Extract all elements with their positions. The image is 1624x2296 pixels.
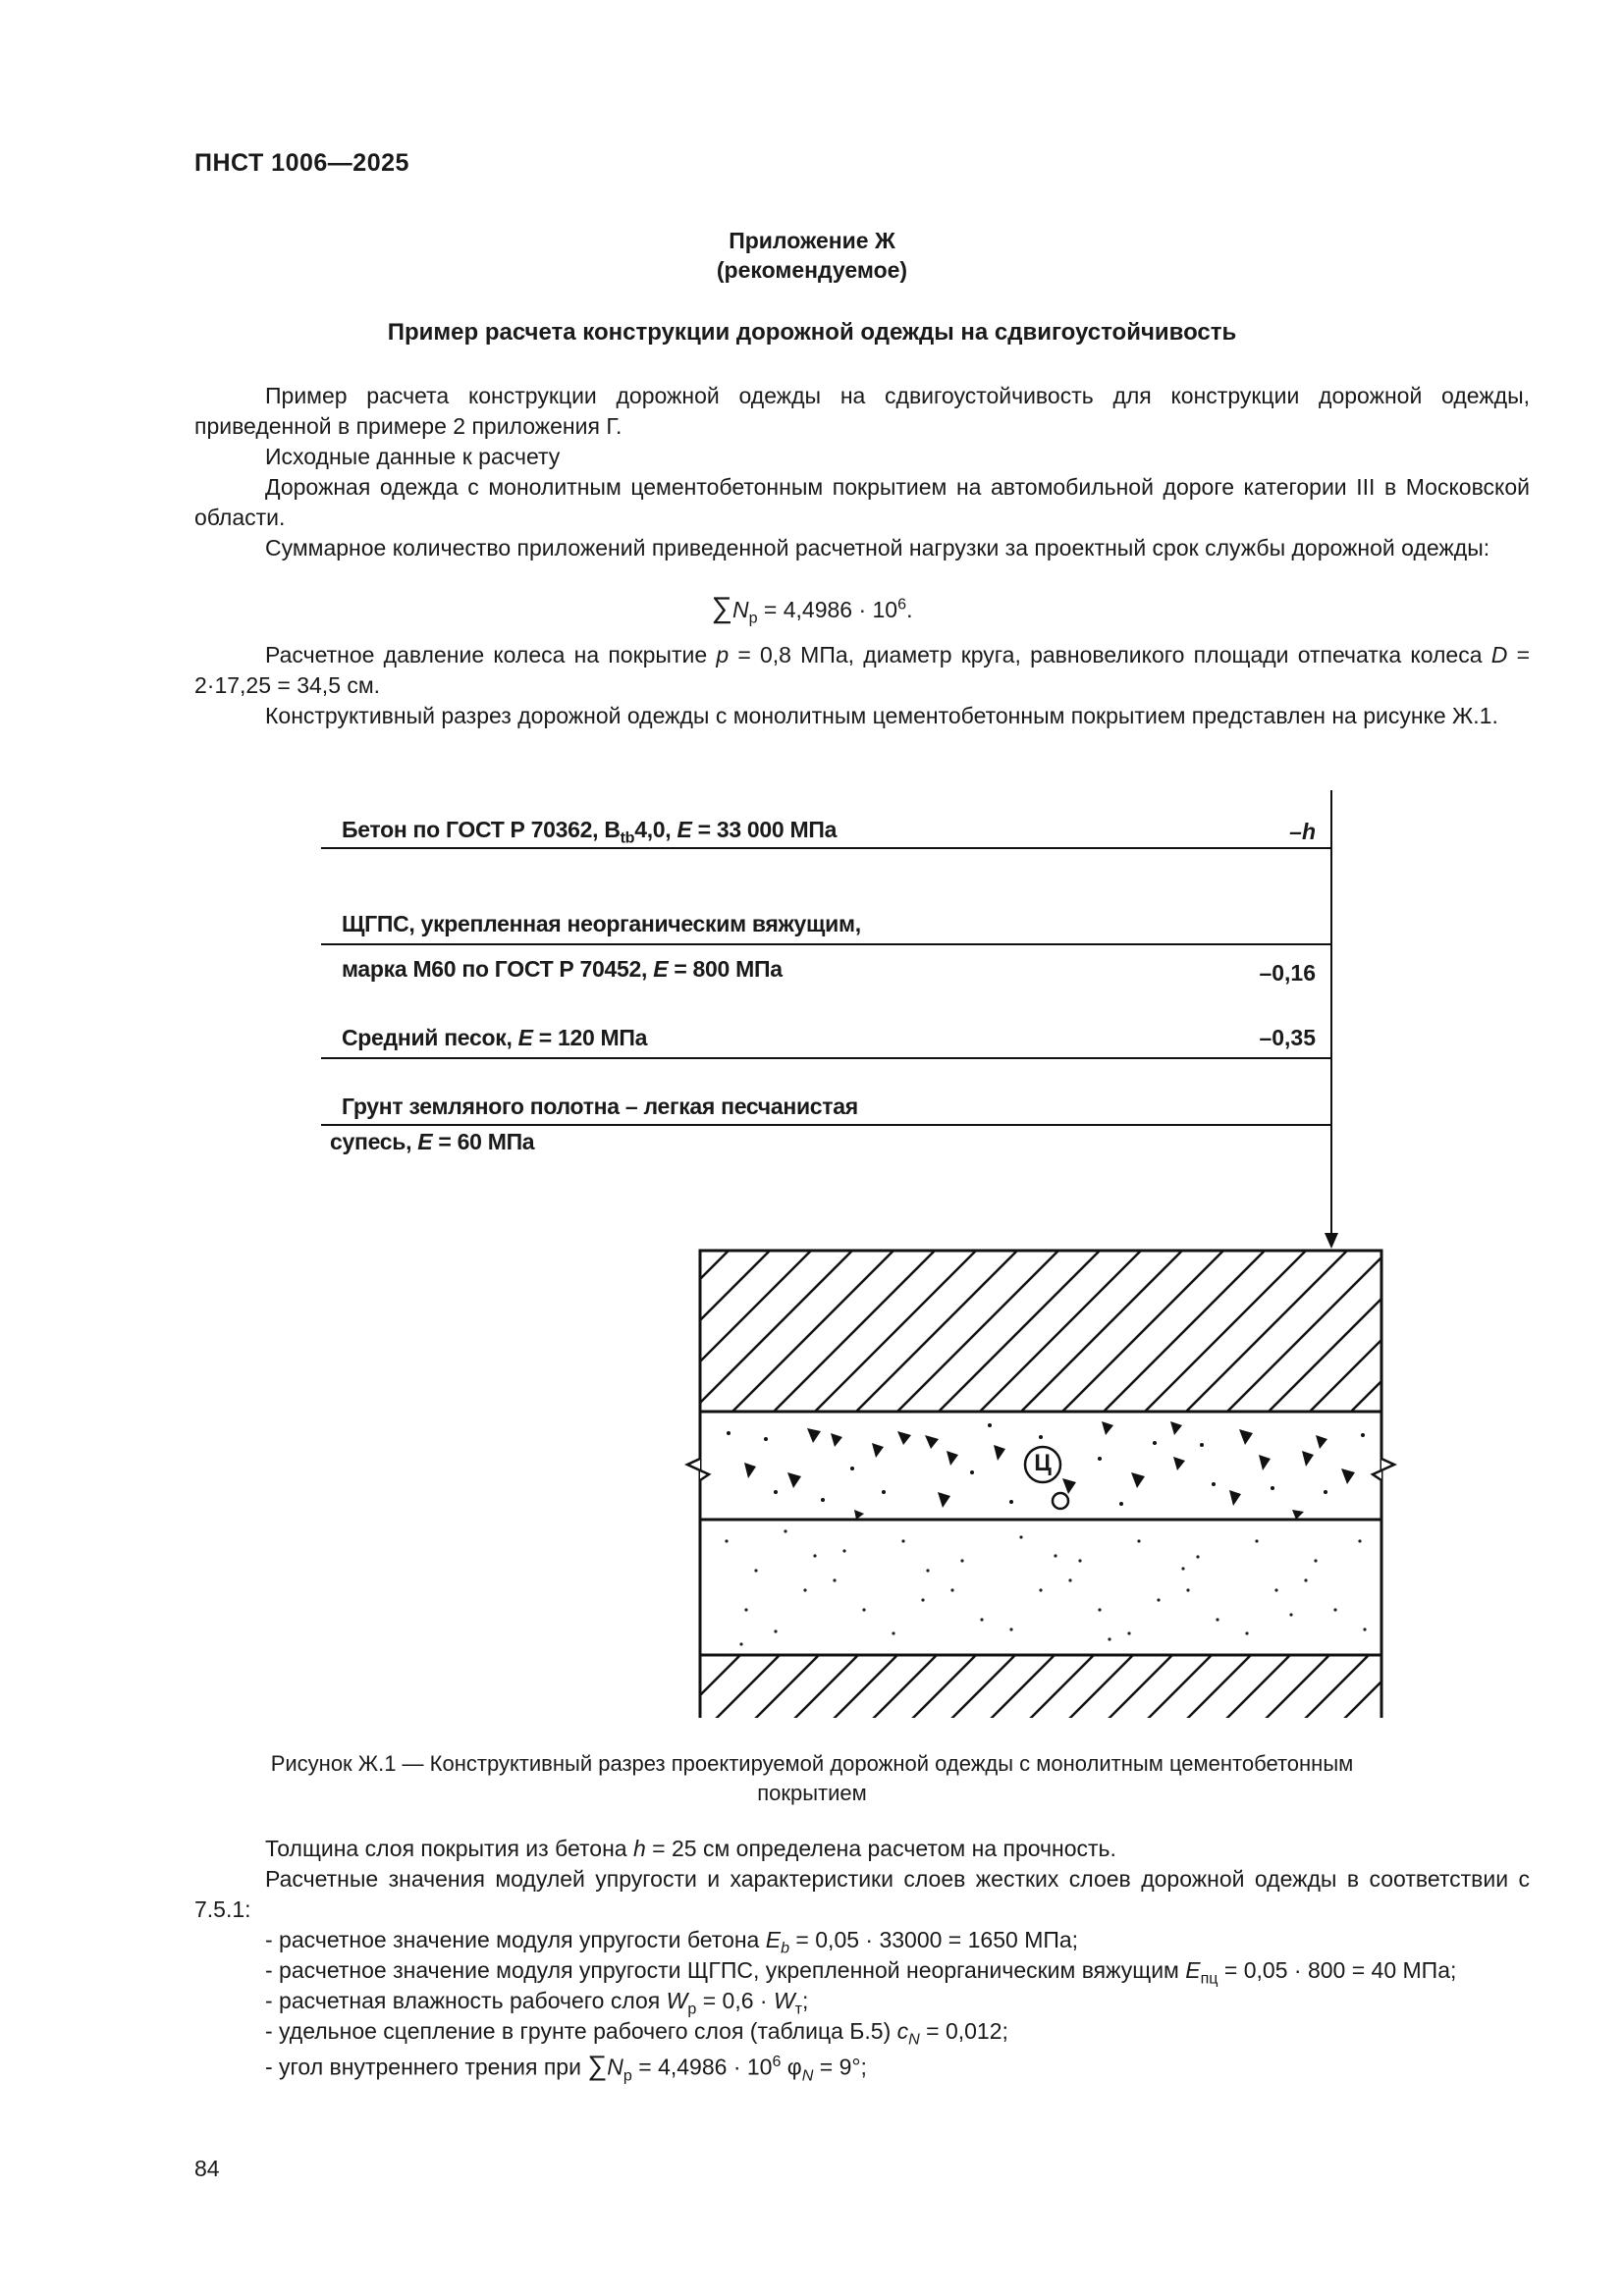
i4sup: 6 — [772, 2053, 782, 2070]
i0s: b — [781, 1939, 790, 1957]
appendix-status: (рекомендуемое) — [716, 257, 908, 283]
c1b: = 25 см определена расчетом на прочность. — [645, 1836, 1116, 1861]
l2a: марка М60 по ГОСТ Р 70452, — [342, 956, 654, 982]
l2c: = 800 МПа — [668, 956, 783, 982]
i1v: E — [1185, 1957, 1201, 1983]
depth-label-h — [1178, 819, 1316, 845]
concrete-layer — [700, 1251, 1381, 1412]
l0c: = 33 000 МПа — [691, 817, 838, 842]
i4d: = 9°; — [813, 2054, 867, 2080]
l3c: = 120 МПа — [532, 1025, 648, 1050]
sand-layer — [700, 1520, 1381, 1655]
p5p: p — [716, 642, 730, 667]
layer-label-subgrade-1 — [342, 1094, 858, 1120]
intro-paragraph: Пример расчета конструкции дорожной одежды на сдвигоустойчивость для конструкции дорожной одежды, приведенной в примере 2 приложения Г. — [194, 383, 1530, 439]
l5v: E — [417, 1129, 433, 1154]
road-description: Дорожная одежда с монолитным цементобетонным покрытием на автомобильной дороге категории III в Московской области. — [194, 474, 1530, 530]
formula-sup: 6 — [897, 595, 907, 614]
i2s2: т — [794, 2000, 803, 2018]
sum-symbol: ∑ — [711, 592, 732, 624]
i0v: E — [765, 1927, 782, 1952]
i0a: - расчетное значение модуля упругости бетона — [265, 1927, 766, 1952]
i3s: N — [908, 2030, 920, 2049]
i2b: = 0,6 · — [696, 1988, 774, 2013]
document-code: ПНСТ 1006—2025 — [194, 149, 409, 177]
i3v: c — [896, 2018, 909, 2044]
cement-mark: Ц — [1034, 1450, 1052, 1476]
i4a: - угол внутреннего трения при — [265, 2054, 588, 2080]
i2v: W — [666, 1988, 688, 2013]
l1a: ЩГПС, укрепленная неорганическим вяжущим, — [342, 911, 861, 936]
i2v2: W — [773, 1988, 795, 2013]
p5a: Расчетное давление колеса на покрытие — [265, 642, 717, 667]
figure-reference-paragraph: Конструктивный разрез дорожной одежды с монолитным цементобетонным покрытием представлен на рисунке Ж.1. — [265, 703, 1498, 728]
list-item — [265, 2047, 1542, 2091]
l0b: 4,0, — [634, 817, 677, 842]
c1a: Толщина слоя покрытия из бетона — [265, 1836, 633, 1861]
l0s: tb — [620, 828, 635, 847]
depth-label-035: –0,35 — [1259, 1025, 1316, 1050]
formula-var: N — [731, 597, 749, 622]
i4b: = 4,4986 · 10 — [631, 2054, 773, 2080]
i4v: N — [607, 2054, 623, 2080]
i2a: - расчетная влажность рабочего слоя — [265, 1988, 667, 2013]
c1h: h — [632, 1836, 646, 1861]
initial-data-heading: Исходные данные к расчету — [265, 444, 561, 469]
thickness-paragraph — [194, 1834, 1530, 1864]
l3a: Средний песок, — [342, 1025, 518, 1050]
formula-tail: . — [906, 597, 913, 622]
i4sym: ∑ — [587, 2050, 608, 2081]
i1a: - расчетное значение модуля упругости ЩГПС, укрепленной неорганическим вяжущим — [265, 1957, 1186, 1983]
l0v: E — [677, 817, 692, 842]
i4s: р — [623, 2066, 632, 2085]
l2v: E — [653, 956, 669, 982]
i3a: - удельное сцепление в грунте рабочего слоя (таблица Б.5) — [265, 2018, 897, 2044]
figure-caption-line2: покрытием — [757, 1781, 867, 1805]
l0a: Бетон по ГОСТ Р 70362, В — [342, 817, 621, 842]
design-values-paragraph: Расчетные значения модулей упругости и характеристики слоев жестких слоев дорожной одежды в соответствии с 7.5.1: — [194, 1866, 1530, 1922]
formula-sub: р — [748, 609, 758, 627]
layer-label-sand — [342, 1025, 647, 1051]
layer-label-stabilized-2 — [342, 956, 783, 983]
d0: –h — [1289, 819, 1316, 844]
l4a: Грунт земляного полотна – легкая песчанистая — [342, 1094, 858, 1119]
i1s: пц — [1200, 1969, 1218, 1988]
i3b: = 0,012; — [919, 2018, 1008, 2044]
layer-label-concrete — [342, 817, 837, 848]
appendix-heading: Пример расчета конструкции дорожной одежды на сдвигоустойчивость — [387, 319, 1237, 346]
load-count-paragraph: Суммарное количество приложений приведенной расчетной нагрузки за проектный срок службы дорожной одежды: — [265, 535, 1490, 561]
i0b: = 0,05 · 33000 = 1650 МПа; — [789, 1927, 1079, 1952]
i4s2: N — [801, 2066, 814, 2085]
l5c: = 60 МПа — [432, 1129, 535, 1154]
i2s: р — [687, 2000, 697, 2018]
i1b: = 0,05 · 800 = 40 МПа; — [1218, 1957, 1457, 1983]
p5b: = 0,8 МПа, диаметр круга, равновеликого площади отпечатка колеса — [729, 642, 1491, 667]
layer-label-subgrade-2 — [330, 1129, 534, 1155]
page-number: 84 — [194, 2156, 220, 2181]
layer-label-stabilized-1 — [342, 911, 861, 937]
depth-arrow-icon — [1325, 1233, 1338, 1249]
l3v: E — [517, 1025, 533, 1050]
figure-caption-line1: Рисунок Ж.1 — Конструктивный разрез проектируемой дорожной одежды с монолитным цементобетонным — [270, 1751, 1354, 1776]
i2c: ; — [802, 1988, 809, 2013]
i4c: φ — [781, 2054, 802, 2080]
p5d: D — [1490, 642, 1508, 667]
p5c: = 2·17,25 = 34,5 см. — [194, 642, 1530, 698]
subgrade-layer — [700, 1655, 1381, 1718]
l5a: супесь, — [330, 1129, 418, 1154]
appendix-title: Приложение Ж — [729, 228, 895, 253]
formula-eq: = 4,4986 · 10 — [757, 597, 898, 622]
depth-label-016: –0,16 — [1259, 960, 1316, 986]
